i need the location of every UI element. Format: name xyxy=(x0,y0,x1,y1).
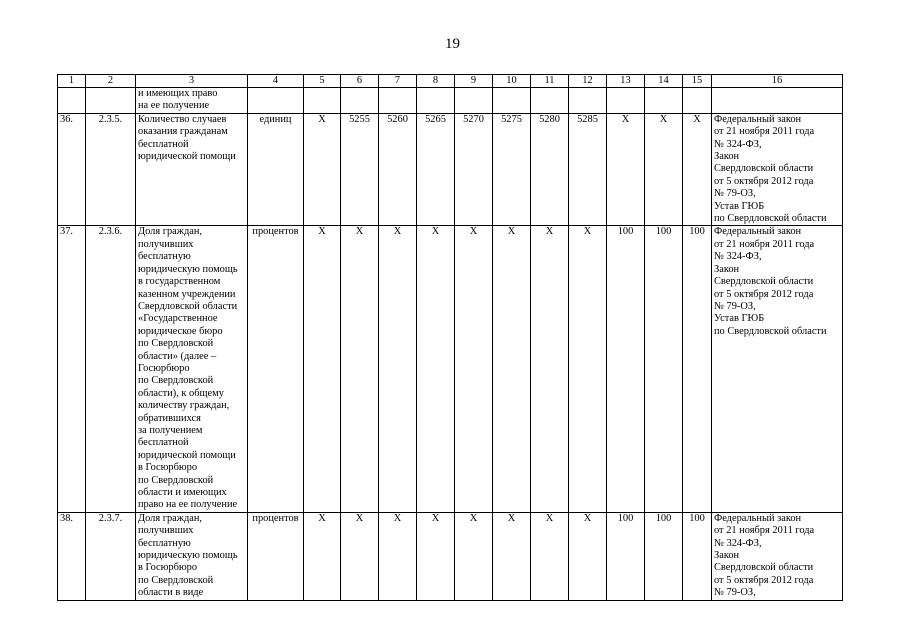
value-cell xyxy=(493,88,531,114)
value-cell xyxy=(379,88,417,114)
row-number-cell xyxy=(58,88,86,114)
indicators-table xyxy=(57,74,843,601)
value-cell: X xyxy=(379,226,417,512)
header-cell: 15 xyxy=(683,75,712,88)
value-cell: X xyxy=(455,512,493,600)
unit-cell xyxy=(248,88,304,114)
row-code-cell: 2.3.6. xyxy=(86,226,136,512)
value-cell: X xyxy=(531,512,569,600)
indicator-name-cell: Доля граждан, получивших бесплатную юридическую помощь в Госюрбюро по Свердловской области в виде xyxy=(136,512,248,600)
header-cell: 1 xyxy=(58,75,86,88)
value-cell: X xyxy=(531,226,569,512)
value-cell xyxy=(683,88,712,114)
value-cell: X xyxy=(607,113,645,226)
value-cell: 100 xyxy=(645,512,683,600)
unit-cell: единиц xyxy=(248,113,304,226)
value-cell: 5275 xyxy=(493,113,531,226)
value-cell xyxy=(531,88,569,114)
value-cell: X xyxy=(304,226,341,512)
value-cell: X xyxy=(304,512,341,600)
header-cell: 5 xyxy=(304,75,341,88)
value-cell: X xyxy=(569,226,607,512)
header-cell: 13 xyxy=(607,75,645,88)
value-cell: X xyxy=(683,113,712,226)
header-cell: 14 xyxy=(645,75,683,88)
value-cell: X xyxy=(379,512,417,600)
legal-basis-cell: Федеральный закон от 21 ноября 2011 года № 324-ФЗ, Закон Свердловской области от 5 октября 2012 года № 79-ОЗ, xyxy=(712,512,843,600)
value-cell: X xyxy=(645,113,683,226)
value-cell: X xyxy=(341,226,379,512)
value-cell: 100 xyxy=(683,512,712,600)
legal-basis-cell: Федеральный закон от 21 ноября 2011 года № 324-ФЗ, Закон Свердловской области от 5 октября 2012 года № 79-ОЗ, Устав ГЮБ по Свердловской области xyxy=(712,226,843,512)
value-cell: X xyxy=(341,512,379,600)
value-cell xyxy=(569,88,607,114)
page-number: 19 xyxy=(445,36,460,52)
value-cell: 5285 xyxy=(569,113,607,226)
header-cell: 10 xyxy=(493,75,531,88)
unit-cell: процентов xyxy=(248,512,304,600)
value-cell: 5280 xyxy=(531,113,569,226)
indicator-name-cell: и имеющих право на ее получение xyxy=(136,88,248,114)
value-cell: X xyxy=(493,226,531,512)
header-cell: 16 xyxy=(712,75,843,88)
value-cell xyxy=(607,88,645,114)
value-cell xyxy=(304,88,341,114)
row-number-cell: 36. xyxy=(58,113,86,226)
value-cell: 100 xyxy=(607,226,645,512)
row-number-cell: 37. xyxy=(58,226,86,512)
value-cell: 100 xyxy=(645,226,683,512)
legal-basis-cell xyxy=(712,88,843,114)
value-cell xyxy=(417,88,455,114)
header-cell: 12 xyxy=(569,75,607,88)
value-cell xyxy=(645,88,683,114)
header-cell: 8 xyxy=(417,75,455,88)
table-row xyxy=(58,226,843,512)
indicator-name-cell: Доля граждан, получивших бесплатную юридическую помощь в государственном казенном учреждении Свердловской области «Государственное юридическое бюро по Свердловской области» (далее – Госюрбюро по Свердловской области), к общему количеству граждан, обратившихся за получением бесплатной юридической помощи в Госюрбюро по Свердловской области и имеющих право на ее получение xyxy=(136,226,248,512)
indicator-name-cell: Количество случаев оказания гражданам бесплатной юридической помощи xyxy=(136,113,248,226)
value-cell: 5270 xyxy=(455,113,493,226)
unit-cell: процентов xyxy=(248,226,304,512)
value-cell: 5255 xyxy=(341,113,379,226)
value-cell: 100 xyxy=(607,512,645,600)
row-code-cell: 2.3.7. xyxy=(86,512,136,600)
value-cell: X xyxy=(304,113,341,226)
table-row xyxy=(58,113,843,226)
header-cell: 7 xyxy=(379,75,417,88)
table-row xyxy=(58,88,843,114)
value-cell: X xyxy=(569,512,607,600)
table-header-row xyxy=(58,75,843,88)
legal-basis-cell: Федеральный закон от 21 ноября 2011 года № 324-ФЗ, Закон Свердловской области от 5 октября 2012 года № 79-ОЗ, Устав ГЮБ по Свердловской области xyxy=(712,113,843,226)
header-cell: 2 xyxy=(86,75,136,88)
value-cell xyxy=(341,88,379,114)
value-cell xyxy=(455,88,493,114)
row-code-cell: 2.3.5. xyxy=(86,113,136,226)
row-number-cell: 38. xyxy=(58,512,86,600)
value-cell: X xyxy=(417,226,455,512)
table-row xyxy=(58,512,843,600)
value-cell: 100 xyxy=(683,226,712,512)
header-cell: 3 xyxy=(136,75,248,88)
value-cell: 5260 xyxy=(379,113,417,226)
value-cell: 5265 xyxy=(417,113,455,226)
header-cell: 4 xyxy=(248,75,304,88)
header-cell: 11 xyxy=(531,75,569,88)
value-cell: X xyxy=(493,512,531,600)
value-cell: X xyxy=(455,226,493,512)
header-cell: 9 xyxy=(455,75,493,88)
header-cell: 6 xyxy=(341,75,379,88)
value-cell: X xyxy=(417,512,455,600)
row-code-cell xyxy=(86,88,136,114)
